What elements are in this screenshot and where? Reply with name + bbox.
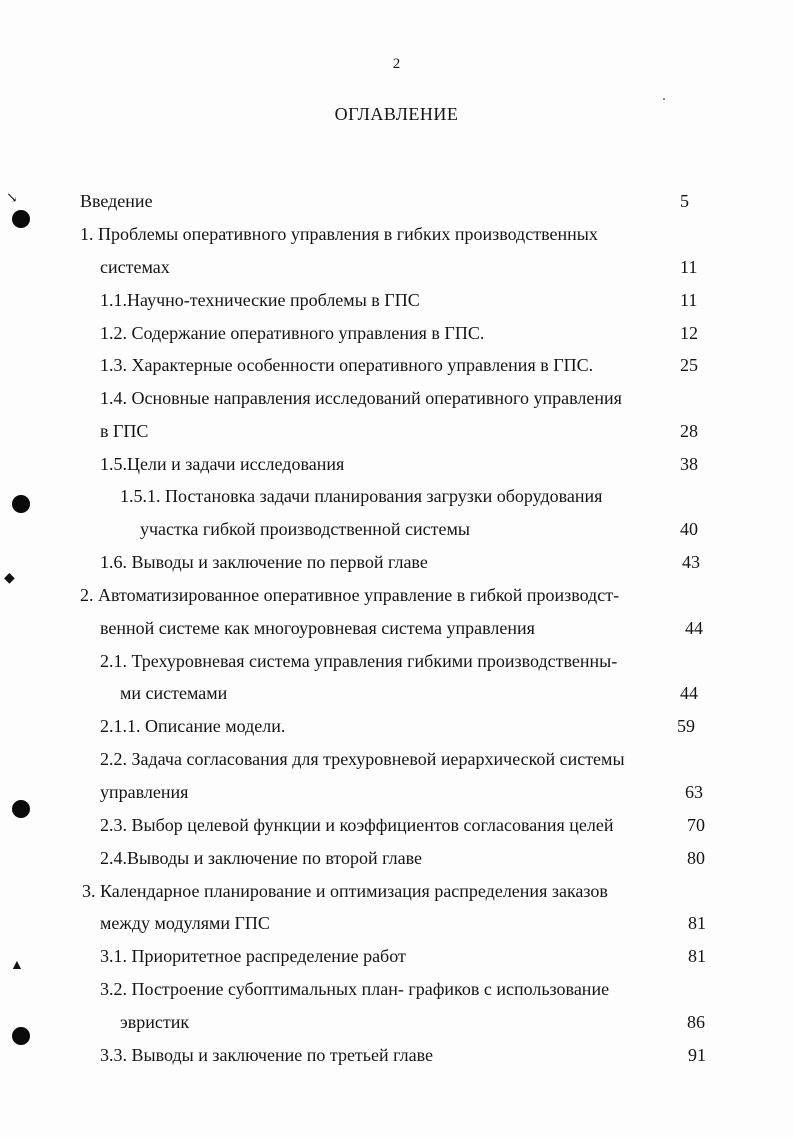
toc-entry-page: 44: [685, 618, 703, 638]
toc-entry-page: 11: [680, 257, 698, 277]
toc-entry-text: 3. Календарное планирование и оптимизация распределения заказов: [82, 881, 608, 901]
toc-entry: [0, 452, 793, 476]
toc-entry-page: 28: [680, 421, 698, 441]
toc-entry-text: 2.4.Выводы и заключение по второй главе: [100, 848, 422, 868]
toc-entry: [0, 780, 793, 804]
scan-speck: [663, 98, 665, 100]
toc-entry-text: 2.1.1. Описание модели.: [100, 716, 286, 736]
toc-entry-page: 91: [688, 1045, 706, 1065]
toc-entry-text: 1.5.Цели и задачи исследования: [100, 454, 345, 474]
toc-entry-text: 1.6. Выводы и заключение по первой главе: [100, 552, 428, 572]
toc-entry-text: 3.1. Приоритетное распределение работ: [100, 946, 406, 966]
toc-entry: [0, 813, 793, 837]
toc-entry-text: ми системами: [120, 683, 228, 703]
toc-entry: [0, 1010, 793, 1034]
toc-entry-page: 44: [680, 683, 698, 703]
toc-entry-text: 1.1.Научно-технические проблемы в ГПС: [100, 290, 420, 310]
toc-entry-text: 1.3. Характерные особенности оперативного управления в ГПС.: [100, 355, 594, 375]
toc-entry: [0, 944, 793, 968]
toc-entry: [0, 255, 793, 279]
toc-entry-text: системах: [100, 257, 170, 277]
toc-entry-text: между модулями ГПС: [100, 913, 270, 933]
scan-mark: ↘: [6, 191, 18, 206]
scan-mark: ◆: [4, 571, 15, 586]
toc-entry: [0, 879, 793, 903]
toc-entry-text: 2.3. Выбор целевой функции и коэффициентов согласования целей: [100, 815, 614, 835]
toc-entry: [0, 714, 793, 738]
toc-entry-text: венной системе как многоуровневая система управления: [100, 618, 535, 638]
toc-entry: [0, 222, 793, 246]
toc-entry: [0, 977, 793, 1001]
toc-entry: [0, 616, 793, 640]
toc-entry: [0, 747, 793, 771]
toc-entry-text: 1.4. Основные направления исследований оперативного управления: [100, 388, 622, 408]
toc-entry-page: 25: [680, 355, 698, 375]
toc-entry-text: 1.2. Содержание оперативного управления в ГПС.: [100, 323, 485, 343]
toc-entry-page: 81: [688, 913, 706, 933]
toc-entry: [0, 846, 793, 870]
scan-mark: ▲: [10, 958, 24, 973]
toc-entry-text: 2. Автоматизированное оперативное управление в гибкой производст-: [80, 585, 620, 605]
toc-entry-text: 2.1. Трехуровневая система управления гибкими производственны-: [100, 651, 618, 671]
toc-entry-page: 63: [685, 782, 703, 802]
toc-entry-page: 80: [687, 848, 705, 868]
toc-entry: [0, 649, 793, 673]
toc-entry-page: 40: [680, 519, 698, 539]
toc-entry: [0, 911, 793, 935]
toc-entry-page: 86: [687, 1012, 705, 1032]
toc-entry-page: 5: [680, 191, 689, 211]
toc-entry: [0, 681, 793, 705]
toc-entry-page: 38: [680, 454, 698, 474]
toc-entry: [0, 288, 793, 312]
toc-entry: [0, 386, 793, 410]
toc-entry: [0, 1043, 793, 1067]
toc-entry: [0, 321, 793, 345]
toc-entry-page: 12: [680, 323, 698, 343]
toc-entry-text: в ГПС: [100, 421, 149, 441]
toc-entry-text: 1.5.1. Постановка задачи планирования загрузки оборудования: [120, 486, 603, 506]
toc-entry: [0, 517, 793, 541]
toc-entry-text: эвристик: [120, 1012, 190, 1032]
toc-entry: [0, 583, 793, 607]
toc-entry-page: 70: [687, 815, 705, 835]
toc-entry-page: 11: [680, 290, 698, 310]
page-number: 2: [392, 56, 401, 72]
toc-entry-text: 3.2. Построение субоптимальных план- графиков с использование: [100, 979, 610, 999]
toc-entry-text: 1. Проблемы оперативного управления в гибких производственных: [80, 224, 598, 244]
toc-title: ОГЛАВЛЕНИЕ: [334, 104, 459, 124]
toc-entry: [0, 353, 793, 377]
toc-entry-page: 59: [677, 716, 695, 736]
toc-entry-page: 81: [688, 946, 706, 966]
toc-entry-text: 2.2. Задача согласования для трехуровневой иерархической системы: [100, 749, 625, 769]
toc-entry: [0, 419, 793, 443]
toc-entry-text: участка гибкой производственной системы: [140, 519, 470, 539]
toc-entry: [0, 189, 793, 213]
toc-entry-text: 3.3. Выводы и заключение по третьей главе: [100, 1045, 433, 1065]
toc-entry-text: Введение: [80, 191, 153, 211]
toc-entry: [0, 550, 793, 574]
toc-entry-text: управления: [100, 782, 189, 802]
toc-entry-page: 43: [682, 552, 700, 572]
toc-entry: [0, 484, 793, 508]
